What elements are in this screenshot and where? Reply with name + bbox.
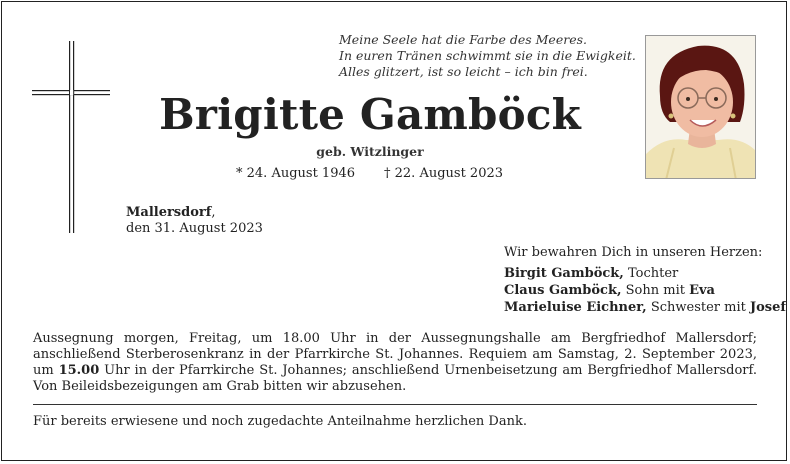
mourner-row [504,299,786,316]
mourner-relation: Sohn mit [621,283,690,298]
thanks-line: Für bereits erwiesene und noch zugedachte Anteilnahme herzlichen Dank. [33,414,527,429]
mourner-name: Claus Gamböck, [504,283,622,298]
mourner-partner: Josef [749,300,786,315]
mourner-partner: Eva [689,283,715,298]
town: Mallersdorf [126,205,212,220]
death-date: † 22. August 2023 [384,166,504,181]
poem-line-3: Alles glitzert, ist so leicht – ich bin frei. [339,64,588,79]
notice-date: den 31. August 2023 [126,221,263,236]
birth-name: geb. Witzlinger [316,144,424,159]
poem [339,32,636,80]
town-suffix: , [211,205,216,220]
funeral-text-part1: Aussegnung morgen, Freitag, um 18.00 Uhr in der Aussegnungshalle am Bergfriedhof Mallersdorf; anschließend Sterberosenkranz in der Pfarrkirche St. Johannes. Requiem am Samstag, 2. September 2023, um [33,331,757,378]
funeral-text-part2: Uhr in der Pfarrkirche St. Johannes; anschließend Urnenbeisetzung am Bergfriedhof Mallersdorf. Von Beileidsbezeigungen am Grab bitten wir abzusehen. [33,363,757,394]
mourner-name: Marieluise Eichner, [504,300,647,315]
mourner-relation: Schwester mit [646,300,750,315]
mourner-relation: Tochter [623,266,679,281]
portrait-photo [645,35,756,179]
poem-line-1: Meine Seele hat die Farbe des Meeres. [339,32,587,47]
mourners-intro: Wir bewahren Dich in unseren Herzen: [504,245,763,260]
requiem-time: 15.00 [58,363,100,378]
poem-line-2: In euren Tränen schwimmt sie in die Ewigkeit. [339,48,636,63]
mourners-block [504,244,786,316]
birth-date: * 24. August 1946 [236,166,356,181]
mourner-name: Birgit Gamböck, [504,266,624,281]
deceased-name: Brigitte Gamböck [159,90,581,139]
mourner-row [504,282,786,299]
divider [33,404,757,405]
mourner-row [504,265,786,282]
funeral-details [33,331,757,395]
place-date [126,205,263,237]
